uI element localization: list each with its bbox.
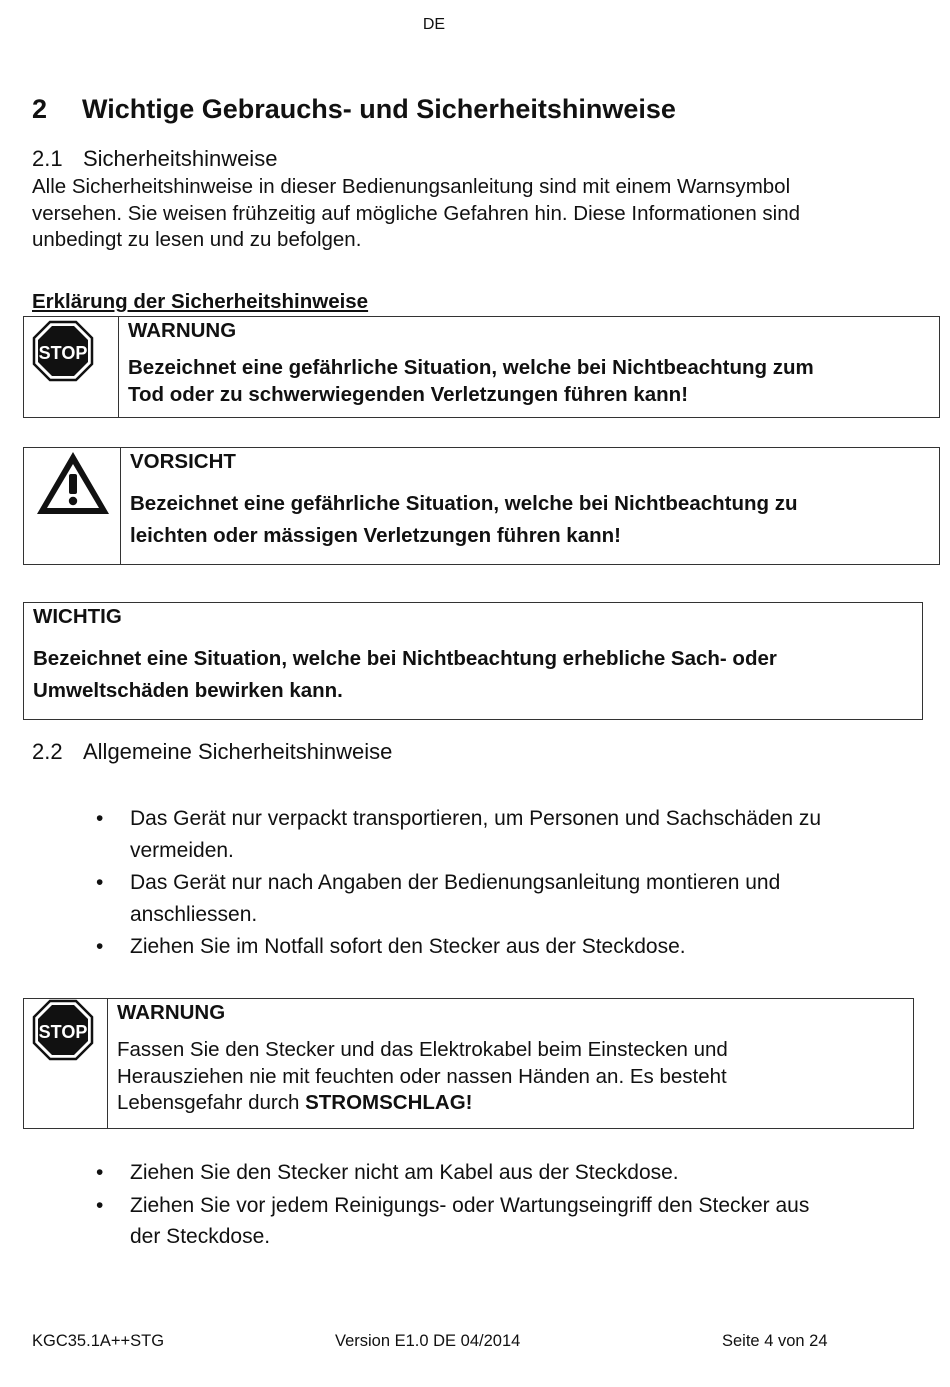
bullet-icon: • — [96, 807, 104, 830]
box-title: WARNUNG — [128, 319, 237, 342]
symbol-cell — [24, 317, 119, 417]
electric-shock-warning-box — [23, 998, 914, 1129]
section-number: 2 — [32, 94, 48, 124]
text-line: leichten oder mässigen Verletzungen führen kann! — [130, 524, 621, 547]
section-heading — [32, 94, 676, 125]
box-text — [130, 488, 798, 552]
list-item — [32, 1157, 809, 1189]
text-line: Ziehen Sie vor jedem Reinigungs- oder Wartungseingriff den Stecker aus — [130, 1193, 810, 1217]
symbol-cell — [24, 448, 121, 564]
subsection-number: 2.2 — [32, 739, 63, 764]
list-item — [32, 867, 821, 930]
text-line: Umweltschäden bewirken kann. — [33, 679, 343, 702]
box-text — [33, 643, 777, 707]
box-title: WARNUNG — [117, 1001, 226, 1024]
warning-box — [23, 316, 940, 418]
stop-sign-icon — [32, 320, 94, 382]
intro-paragraph — [32, 174, 912, 254]
language-marker: DE — [422, 16, 446, 33]
text-line: Das Gerät nur verpackt transportieren, um Personen und Sachschäden zu — [130, 807, 822, 830]
bullet-icon: • — [96, 935, 104, 958]
box-text — [128, 355, 814, 408]
footer-model: KGC35.1A++STG — [32, 1332, 165, 1350]
text-line: Ziehen Sie den Stecker nicht am Kabel aus der Steckdose. — [130, 1161, 679, 1184]
text-line: Bezeichnet eine gefährliche Situation, welche bei Nichtbeachtung zum — [128, 356, 814, 379]
text-line: versehen. Sie weisen frühzeitig auf mögliche Gefahren hin. Diese Informationen sind — [32, 201, 801, 225]
text-line: vermeiden. — [130, 838, 234, 862]
bullet-list — [32, 803, 821, 964]
bullet-icon: • — [96, 871, 104, 894]
text-line: Alle Sicherheitshinweise in dieser Bedienungsanleitung sind mit einem Warnsymbol — [32, 175, 791, 198]
warning-triangle-icon — [33, 448, 113, 518]
stop-sign-label: STOP — [38, 343, 88, 363]
text-line: Herausziehen nie mit feuchten oder nassen Händen an. Es besteht — [117, 1064, 727, 1088]
box-title: VORSICHT — [130, 450, 236, 473]
footer-version: Version E1.0 DE 04/2014 — [335, 1332, 521, 1350]
text-line: der Steckdose. — [130, 1225, 271, 1248]
subsection-heading-2-2 — [32, 739, 392, 765]
bullet-icon: • — [96, 1161, 104, 1184]
list-item — [32, 803, 821, 866]
explanation-heading: Erklärung der Sicherheitshinweise — [32, 290, 369, 313]
section-title: Wichtige Gebrauchs- und Sicherheitshinweise — [82, 94, 676, 124]
bullet-list — [32, 1157, 809, 1254]
text-line: anschliessen. — [130, 902, 258, 926]
text-line: Fassen Sie den Stecker und das Elektrokabel beim Einstecken und — [117, 1038, 728, 1061]
text-line — [117, 1090, 728, 1117]
text-line: Bezeichnet eine Situation, welche bei Nichtbeachtung erhebliche Sach- oder — [33, 647, 777, 670]
box-text — [117, 1037, 728, 1117]
subsection-title: Sicherheitshinweise — [83, 146, 278, 171]
symbol-cell — [24, 999, 108, 1128]
subsection-number: 2.1 — [32, 146, 63, 171]
caution-box — [23, 447, 940, 565]
text-emphasis: STROMSCHLAG! — [305, 1091, 473, 1114]
text-line: Ziehen Sie im Notfall sofort den Stecker aus der Steckdose. — [130, 935, 686, 958]
subsection-heading-2-1 — [32, 146, 277, 172]
text-line: unbedingt zu lesen und zu befolgen. — [32, 228, 362, 251]
list-item — [32, 1190, 809, 1253]
text-line: Bezeichnet eine gefährliche Situation, welche bei Nichtbeachtung zu — [130, 492, 798, 515]
stop-sign-label: STOP — [38, 1022, 88, 1042]
text-line: Das Gerät nur nach Angaben der Bedienungsanleitung montieren und — [130, 871, 781, 894]
text-plain: Lebensgefahr durch — [117, 1091, 306, 1114]
stop-sign-icon — [32, 999, 94, 1061]
important-box — [23, 602, 923, 720]
bullet-icon: • — [96, 1193, 104, 1217]
text-line: Tod oder zu schwerwiegenden Verletzungen führen kann! — [128, 382, 689, 406]
subsection-title: Allgemeine Sicherheitshinweise — [83, 739, 393, 764]
footer-page: Seite 4 von 24 — [722, 1332, 828, 1350]
list-item — [32, 931, 821, 963]
box-title: WICHTIG — [33, 605, 122, 628]
